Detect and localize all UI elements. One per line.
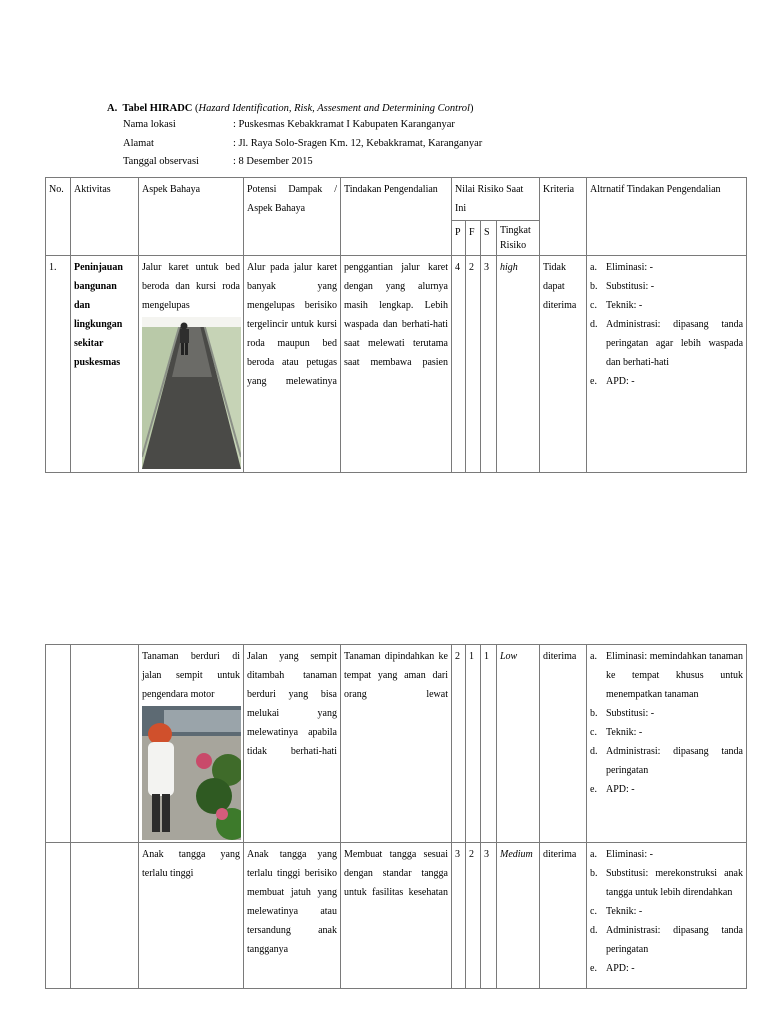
cell-aspek: Anak tangga yang terlalu tinggi (139, 843, 244, 989)
photo-thorny-plants (142, 706, 241, 840)
cell-tindakan: penggantian jalur karet dengan yang alurnya masih lengkap. Lebih waspada dan berhati-hati saat melewati terutama saat membawa pasien (341, 256, 452, 473)
aspek-text: Tanaman berduri di jalan sempit untuk pengendara motor (142, 651, 240, 700)
section-marker: A. (107, 103, 118, 114)
list-item: c. Teknik: - (590, 300, 643, 311)
field-label: Alamat (123, 137, 154, 149)
cell-s: 3 (481, 843, 497, 989)
header-alternatif: Altrnatif Tindakan Pengendalian (587, 178, 747, 256)
cell-aspek (139, 256, 244, 473)
header-f: F (466, 221, 481, 256)
header-tindakan: Tindakan Pengendalian (341, 178, 452, 256)
list-item: c. Teknik: - (590, 906, 643, 917)
cell-alternatif (587, 256, 747, 473)
cell-aktivitas (71, 645, 139, 843)
cell-no: 1. (46, 256, 71, 473)
cell-tindakan: Tanaman dipindahkan ke tempat yang aman dari orang lewat (341, 645, 452, 843)
field-tanggal-observasi (107, 153, 747, 172)
list-item: b. Substitusi: - (590, 281, 655, 292)
field-nama-lokasi (107, 116, 747, 135)
cell-p: 4 (452, 256, 466, 473)
title-italic: Hazard Identification, Risk, Assesment and Determining Control (198, 103, 470, 114)
header-tingkat-risiko: Tingkat Risiko (497, 221, 540, 256)
header-aspek-bahaya: Aspek Bahaya (139, 178, 244, 256)
hiradc-table-part-2 (45, 644, 747, 989)
title-open: ( (192, 103, 199, 114)
header-p: P (452, 221, 466, 256)
list-item: c. Teknik: - (590, 727, 643, 738)
cell-potensi: Jalan yang sempit ditambah tanaman berduri yang bisa melukai yang melewatinya apabila tidak berhati-hati (244, 645, 341, 843)
cell-s: 1 (481, 645, 497, 843)
field-value: : Puskesmas Kebakkramat I Kabupaten Karanganyar (233, 119, 455, 130)
list-item: e. APD: - (590, 376, 635, 387)
cell-potensi: Anak tangga yang terlalu tinggi berisiko membuat jatuh yang melewatinya atau tersandung anak tangganya (244, 843, 341, 989)
cell-alternatif (587, 645, 747, 843)
header-no: No. (46, 178, 71, 256)
cell-kriteria: Tidak dapat diterima (540, 256, 587, 473)
field-label: Tanggal observasi (123, 156, 199, 167)
cell-s: 3 (481, 256, 497, 473)
list-item: e. APD: - (590, 784, 635, 795)
alternatif-list (590, 647, 743, 799)
list-item: d. Administrasi: dipasang tanda peringatan (590, 746, 743, 776)
cell-tingkat-risiko: Low (497, 645, 540, 843)
cell-kriteria: diterima (540, 843, 587, 989)
cell-no (46, 645, 71, 843)
aspek-text: Jalur karet untuk bed beroda dan kursi roda mengelupas (142, 262, 240, 311)
list-item: d. Administrasi: dipasang tanda peringatan (590, 925, 743, 955)
photo-ramp (142, 317, 241, 469)
field-label: Nama lokasi (123, 119, 176, 130)
cell-kriteria: diterima (540, 645, 587, 843)
header-kriteria: Kriteria (540, 178, 587, 256)
list-item: a. Eliminasi: memindahkan tanaman ke tempat khusus untuk menempatkan tanaman (590, 651, 743, 700)
list-item: b. Substitusi: - (590, 708, 655, 719)
list-item: a. Eliminasi: - (590, 262, 653, 273)
header-s: S (481, 221, 497, 256)
title-bold: Tabel HIRADC (122, 103, 193, 114)
cell-tingkat-risiko: Medium (497, 843, 540, 989)
cell-p: 2 (452, 645, 466, 843)
table-row (46, 256, 747, 473)
field-alamat (107, 135, 747, 154)
cell-f: 2 (466, 843, 481, 989)
cell-alternatif (587, 843, 747, 989)
alternatif-list (590, 845, 743, 978)
alternatif-list (590, 258, 743, 391)
list-item: d. Administrasi: dipasang tanda peringatan agar lebih waspada dan berhati-hati (590, 319, 744, 368)
header-potensi-dampak: Potensi Dampak / Aspek Bahaya (244, 178, 341, 256)
cell-no (46, 843, 71, 989)
cell-tingkat-risiko: high (497, 256, 540, 473)
table-row (46, 645, 747, 843)
list-item: a. Eliminasi: - (590, 849, 653, 860)
table-header-row (46, 178, 747, 221)
document-header (107, 102, 747, 172)
field-value: : Jl. Raya Solo-Sragen Km. 12, Kebakkramat, Karanganyar (233, 137, 483, 149)
header-nilai-risiko: Nilai Risiko Saat Ini (452, 178, 540, 221)
cell-aktivitas: Peninjauan bangunan dan lingkungan sekitar puskesmas (71, 256, 139, 473)
title-close: ) (469, 103, 474, 114)
cell-p: 3 (452, 843, 466, 989)
cell-f: 2 (466, 256, 481, 473)
table-row (46, 843, 747, 989)
cell-f: 1 (466, 645, 481, 843)
cell-tindakan: Membuat tangga sesuai dengan standar tangga untuk fasilitas kesehatan (341, 843, 452, 989)
cell-potensi: Alur pada jalur karet banyak yang mengelupas berisiko tergelincir untuk kursi roda maupun bed beroda atau petugas yang melewatinya (244, 256, 341, 473)
list-item: b. Substitusi: merekonstruksi anak tangga untuk lebih direndahkan (590, 868, 743, 898)
hiradc-table-part-1 (45, 177, 747, 473)
section-title (107, 102, 747, 116)
cell-aktivitas (71, 843, 139, 989)
list-item: e. APD: - (590, 963, 635, 974)
header-aktivitas: Aktivitas (71, 178, 139, 256)
cell-aspek (139, 645, 244, 843)
field-value: : 8 Desember 2015 (233, 156, 313, 167)
